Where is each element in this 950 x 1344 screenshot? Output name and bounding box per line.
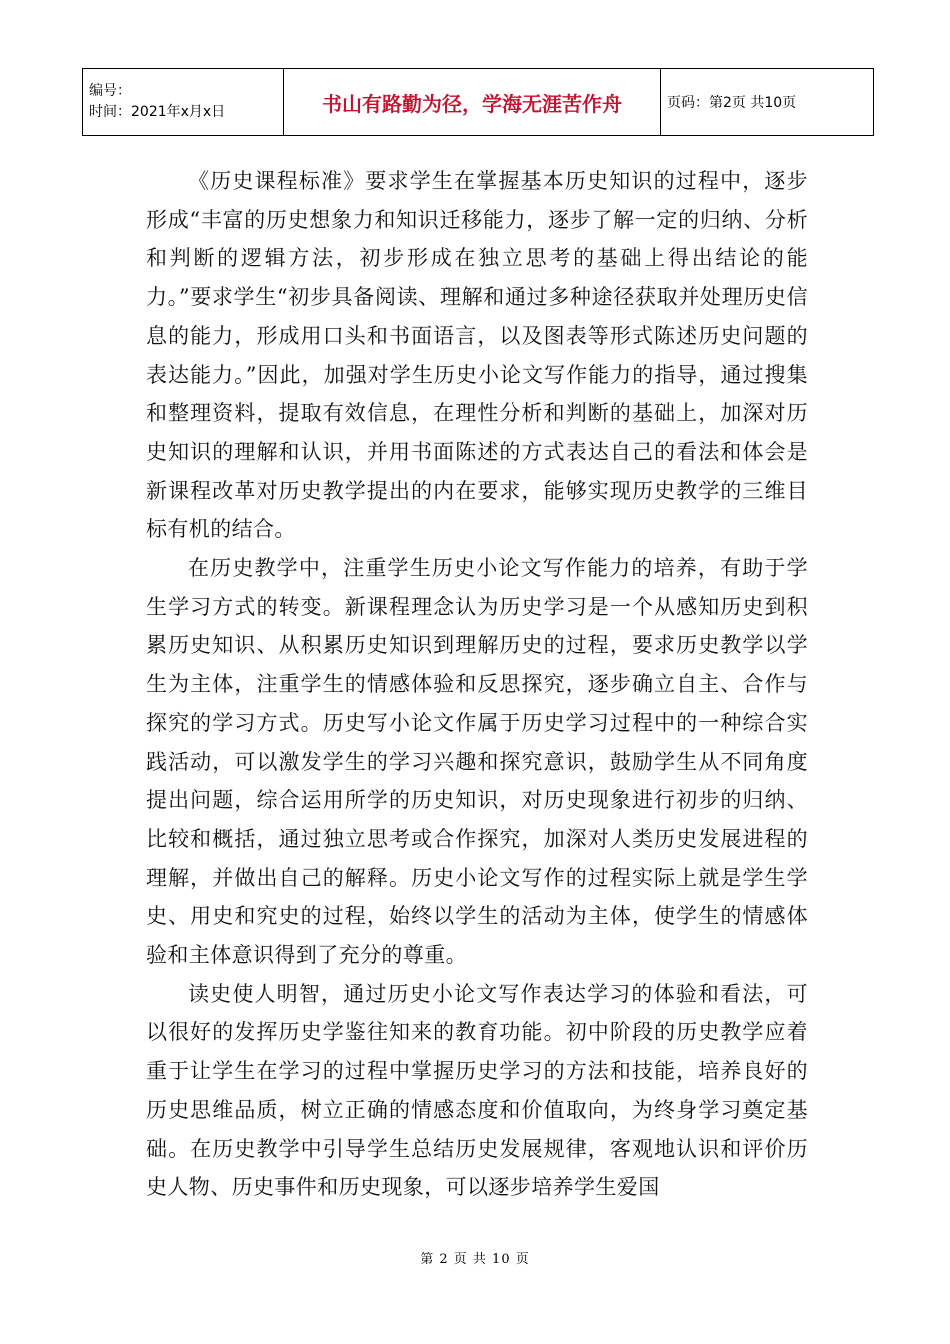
document-header (82, 68, 874, 136)
header-meta-cell (83, 69, 284, 136)
header-motto-cell (284, 69, 661, 136)
header-motto: 书山有路勤为径，学海无涯苦作舟 (322, 91, 622, 116)
paragraph-2: 在历史教学中，注重学生历史小论文写作能力的培养，有助于学生学习方式的转变。新课程理念认为历史学习是一个从感知历史到积累历史知识、从积累历史知识到理解历史的过程，要求历史教学以学生为主体，注重学生的情感体验和反思探究，逐步确立自主、合作与探究的学习方式。历史写小论文作属于历史学习过程中的一种综合实践活动，可以激发学生的学习兴趣和探究意识，鼓励学生从不同角度提出问题，综合运用所学的历史知识，对历史现象进行初步的归纳、比较和概括，通过独立思考或合作探究，加深对人类历史发展进程的理解，并做出自己的解释。历史小论文写作的过程实际上就是学生学史、用史和究史的过程，始终以学生的活动为主体，使学生的情感体验和主体意识得到了充分的尊重。 (146, 556, 808, 968)
page-footer: 第 2 页 共 10 页 (420, 1252, 530, 1267)
document-date-label: 时间：2021年x月x日 (89, 104, 226, 120)
document-body (146, 162, 808, 1207)
header-page-cell (661, 69, 874, 136)
paragraph-3: 读史使人明智，通过历史小论文写作表达学习的体验和看法，可以很好的发挥历史学鉴往知来的教育功能。初中阶段的历史教学应着重于让学生在学习的过程中掌握历史学习的方法和技能，培养良好的历史思维品质，树立正确的情感态度和价值取向，为终身学习奠定基础。在历史教学中引导学生总结历史发展规律，客观地认识和评价历史人物、历史事件和历史现象，可以逐步培养学生爱国 (146, 981, 808, 1200)
paragraph-1: 《历史课程标准》要求学生在掌握基本历史知识的过程中，逐步形成“丰富的历史想象力和知识迁移能力，逐步了解一定的归纳、分析和判断的逻辑方法，初步形成在独立思考的基础上得出结论的能力。”要求学生“初步具备阅读、理解和通过多种途径获取并处理历史信息的能力，形成用口头和书面语言，以及图表等形式陈述历史问题的表达能力。”因此，加强对学生历史小论文写作能力的指导，通过搜集和整理资料，提取有效信息，在理性分析和判断的基础上，加深对历史知识的理解和认识，并用书面陈述的方式表达自己的看法和体会是新课程改革对历史教学提出的内在要求，能够实现历史教学的三维目标有机的结合。 (146, 169, 808, 542)
document-number-label: 编号： (89, 83, 131, 99)
header-page-label: 页码：第2页 共10页 (667, 95, 797, 111)
